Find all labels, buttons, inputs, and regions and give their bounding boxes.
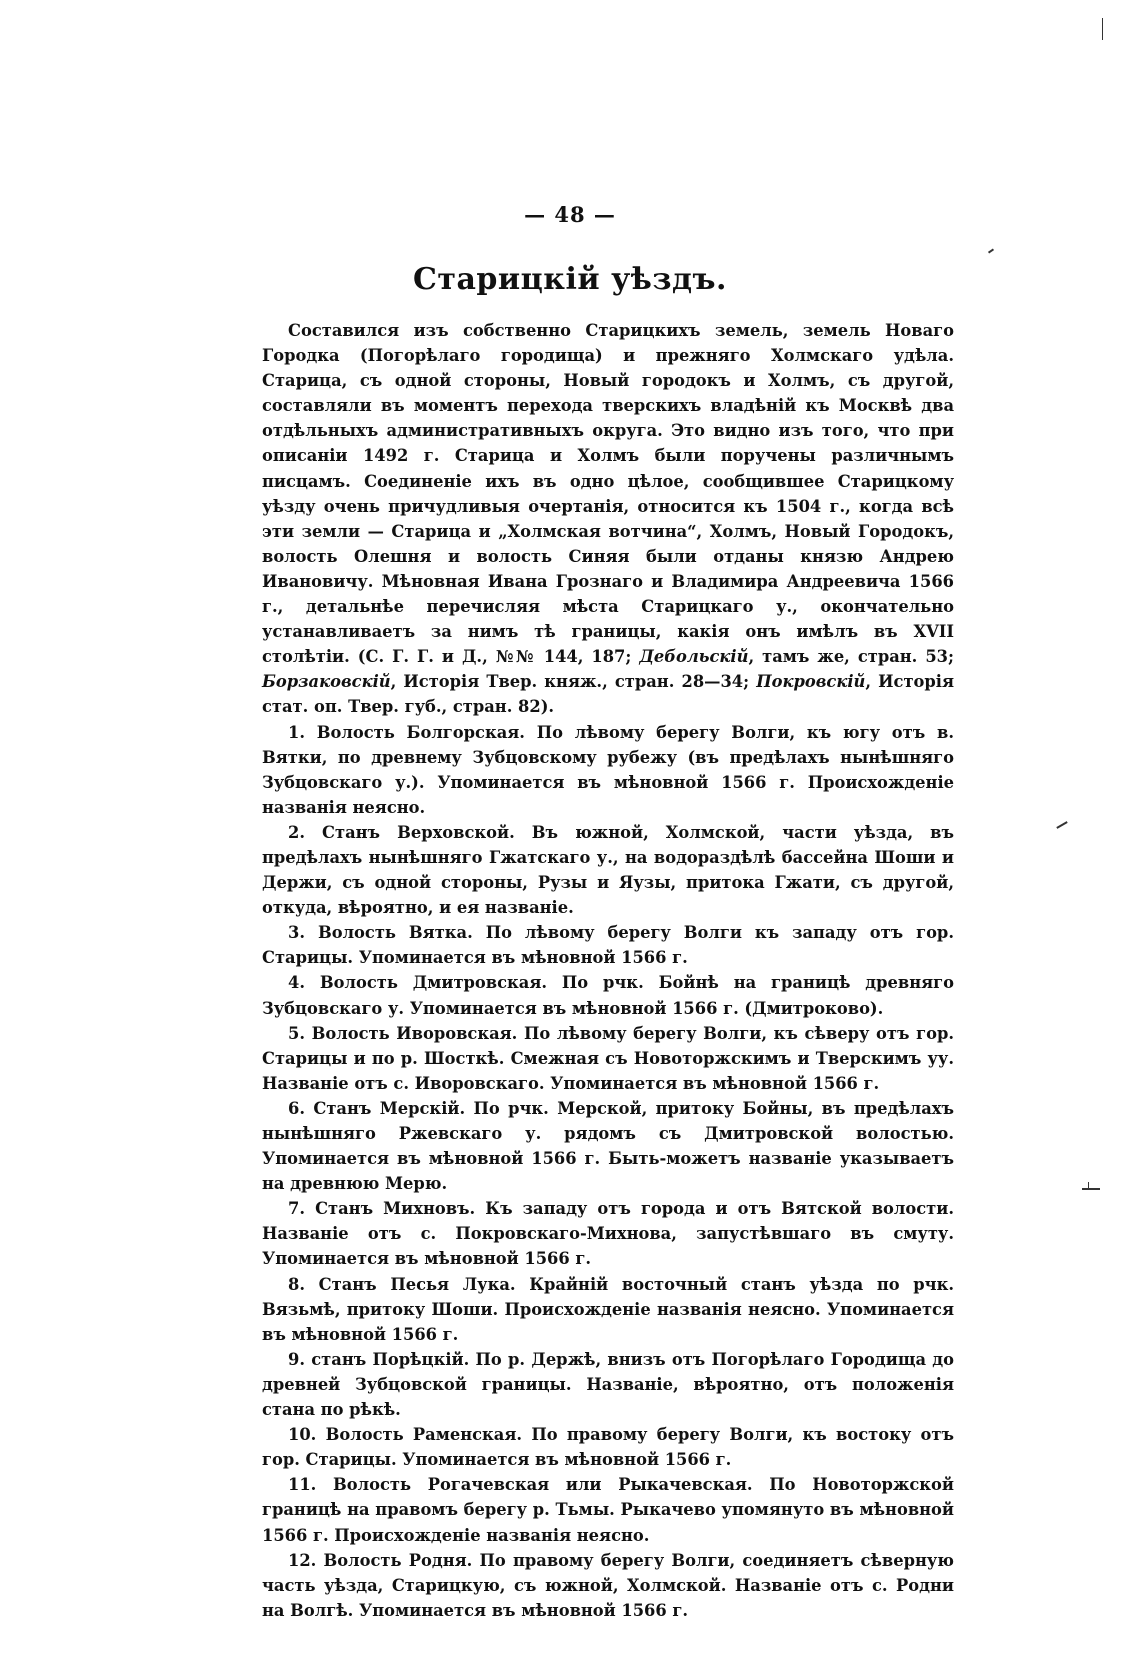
section-title: Старицкiй уѣздъ.	[413, 262, 727, 297]
entry-ivorovskaya: 5. Волость Иворовская. По лѣвому берегу Волги, къ сѣверу отъ гор. Старицы и по р. Шосткѣ. Смежная съ Новоторжскимъ и Тверскимъ уу. Названiе отъ с. Иворовскаго. Упоминается въ мѣновной 1566 г.	[262, 1023, 954, 1093]
entry-rogachevskaya: 11. Волость Рогачевская или Рыкачевская. По Новоторжской границѣ на правомъ берегу р. Тьмы. Рыкачево упомянуто въ мѣновной 1566 г. Происхожденiе названiя неясно.	[262, 1475, 954, 1545]
scan-mark-tick-1	[988, 248, 994, 253]
scan-mark-tick-3	[1082, 1188, 1100, 1190]
entry-bolgorskaya: 1. Волость Болгорская. По лѣвому берегу Волги, къ югу отъ в. Вятки, по древнему Зубцовскому рубежу (въ предѣлахъ нынѣшняго Зубцовскаго у.). Упоминается въ мѣновной 1566 г. Происхожденiе названiя неясно.	[262, 722, 954, 817]
entry-dmitrovskaya: 4. Волость Дмитровская. По рчк. Бойнѣ на границѣ древняго Зубцовскаго у. Упоминается въ мѣновной 1566 г. (Дмитроково).	[262, 973, 954, 1018]
entry-merskiy: 6. Станъ Мерскiй. По рчк. Мерской, притоку Бойны, въ предѣлахъ нынѣшняго Ржевскаго у. рядомъ съ Дмитровской волостью. Упоминается въ мѣновной 1566 г. Быть-можетъ названiе указываетъ на древнюю Мерю.	[262, 1098, 954, 1194]
intro-text-2: , тамъ же, стран. 53;	[748, 647, 955, 667]
body-text	[262, 318, 954, 1623]
intro-text-1: Составился изъ собственно Старицкихъ земель, земель Новаго Городка (Погорѣлаго городища) и прежняго Холмскаго удѣла. Старица, съ одной стороны, Новый городокъ и Холмъ, съ другой, составляли въ моментъ перехода тверскихъ владѣнiй къ Москвѣ два отдѣльныхъ административныхъ округа. Это видно изъ того, что при описанiи 1492 г. Старица и Холмъ были поручены различнымъ писцамъ. Соединенiе ихъ въ одно цѣлое, сообщившее Старицкому уѣзду очень причудливыя очертанiя, относится къ 1504 г., когда всѣ эти земли — Старица и „Холмская вотчина“, Холмъ, Новый Городокъ, волость Олешня и волость Синяя были отданы князю Андрею Ивановичу. Мѣновная Ивана Грознаго и Владимира Андреевича 1566 г., детальнѣе перечисляя мѣста Старицкаго у., окончательно устанавливаетъ за нимъ тѣ границы, какiя онъ имѣлъ въ XVII столѣтiи. (С. Г. Г. и Д., №№ 144, 187;	[262, 321, 954, 667]
intro-paragraph	[262, 318, 954, 720]
entry-pesya-luka: 8. Станъ Песья Лука. Крайнiй восточный станъ уѣзда по рчк. Вязьмѣ, притоку Шоши. Происхожденiе названiя неясно. Упоминается въ мѣновной 1566 г.	[262, 1274, 954, 1344]
entry-mikhnov: 7. Станъ Михновъ. Къ западу отъ города и отъ Вятской волости. Названiе отъ с. Покровскаго-Михнова, запустѣвшаго въ смуту. Упоминается въ мѣновной 1566 г.	[262, 1199, 954, 1269]
scan-mark-top	[1102, 18, 1103, 40]
author-debolsky: Дебольскiй	[639, 647, 749, 667]
intro-text-3: , Исторiя Твер. княж., стран. 28—34;	[390, 672, 757, 692]
page-number: — 48 —	[524, 202, 616, 227]
author-pokrovsky: Покровскiй	[756, 672, 866, 692]
entry-ramenskaya: 10. Волость Раменская. По правому берегу Волги, къ востоку отъ гор. Старицы. Упоминается въ мѣновной 1566 г.	[262, 1425, 954, 1470]
intro-text-4: , Исторiя стат. оп. Твер. губ., стран. 82).	[262, 672, 954, 717]
entry-vyatka: 3. Волость Вятка. По лѣвому берегу Волги къ западу отъ гор. Старицы. Упоминается въ мѣновной 1566 г.	[262, 923, 954, 968]
entry-poretskiy: 9. станъ Порѣцкiй. По р. Держѣ, внизъ отъ Погорѣлаго Городища до древней Зубцовской границы. Названiе, вѣроятно, отъ положенiя стана по рѣкѣ.	[262, 1349, 954, 1420]
scan-mark-tick-4	[1088, 1182, 1089, 1188]
entry-rodnya: 12. Волость Родня. По правому берегу Волги, соединяетъ сѣверную часть уѣзда, Старицкую, съ южной, Холмской. Названiе отъ с. Родни на Волгѣ. Упоминается въ мѣновной 1566 г.	[262, 1550, 954, 1620]
author-borzakovsky: Борзаковскiй	[262, 672, 391, 692]
scan-mark-tick-2	[1056, 821, 1067, 829]
entry-verkhovskoy: 2. Станъ Верховской. Въ южной, Холмской, части уѣзда, въ предѣлахъ нынѣшняго Гжатскаго у., на водораздѣлѣ бассейна Шоши и Держи, съ одной стороны, Рузы и Яузы, притока Гжати, съ другой, откуда, вѣроятно, и ея названiе.	[262, 822, 954, 918]
